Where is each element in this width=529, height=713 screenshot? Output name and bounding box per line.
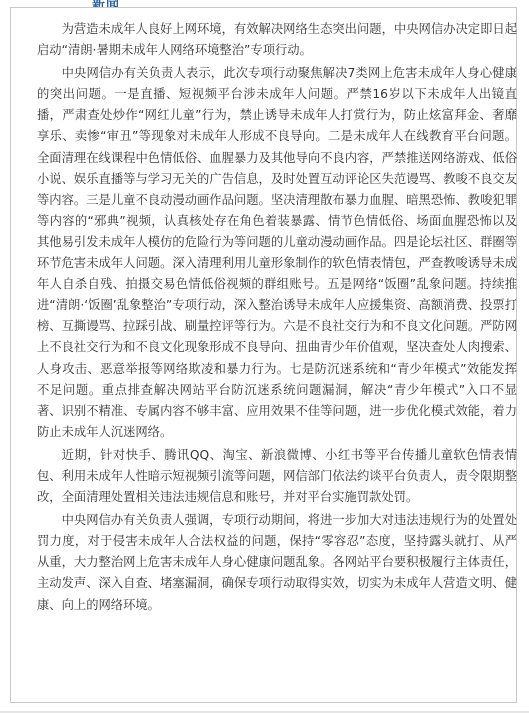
header-strip xyxy=(0,0,529,5)
article-paragraph-intro: 为营造未成年人良好上网环境，有效解决网络生态突出问题，中央网信办决定即日起启动“清朗·暑期未成年人网络环境整治”专项行动。 xyxy=(37,22,517,58)
article-paragraph-problems: 中央网信办有关负责人表示，此次专项行动聚焦解决7类网上危害未成年人身心健康的突出问题。一是直播、短视频平台涉未成年人问题。严禁16岁以下未成年人出镜直播，严肃查处炒作“网红儿童”行为，禁止诱导未成年人打赏行为，防止炫富拜金、奢靡享乐、卖惨“审丑”等现象对未成年人形成不良导向。二是未成年人在线教育平台问题。全面清理在线课程中色情低俗、血腥暴力及其他导向不良内容，严禁推送网络游戏、低俗小说、娱乐直播等与学习无关的广告信息，及时处置互动评论区失范谩骂、教唆不良交友等内容。三是儿童不良动漫动画作品问题。坚决清理散布暴力血腥、暗黑恐怖、教唆犯罪等内容的“邪典”视频，认真核处存在角色着装暴露、情节色情低俗、场面血腥恐怖以及其他易引发未成年人模仿的危险行为等问题的儿童动漫动画作品。四是论坛社区、群圈等环节危害未成年人问题。深入清理利用儿童形象制作的软色情表情包，严查教唆诱导未成年人自杀自残、拍摄交易色情低俗视频的群组账号。五是网络“饭圈”乱象问题。持续推进“清朗·‘饭圈’乱象整治”专项行动，深入整治诱导未成年人应援集资、高额消费、投票打榜、互撕谩骂、拉踩引战、刷量控评等行为。六是不良社交行为和不良文化问题。严防网上不良社交行为和不良文化现象形成不良导向、扭曲青少年价值观，坚决查处人肉搜索、人身攻击、恶意举报等网络欺凌和暴力行为。七是防沉迷系统和“青少年模式”效能发挥不足问题。重点排查解决网站平台防沉迷系统问题漏洞，解决“青少年模式”入口不显著、识别不精准、专属内容不够丰富、应用效果不佳等问题，进一步优化模式效能，着力防止未成年人沉迷网络。 xyxy=(37,66,517,439)
article-paragraph-conclusion: 中央网信办有关负责人强调，专项行动期间，将进一步加大对违法违规行为的处置处罚力度，对于侵害未成年人合法权益的问题，保持“零容忍”态度，坚持露头就打、从严从重，大力整治网上危害未成年人身心健康问题乱象。各网站平台要积极履行主体责任，主动发声、深入自查、堵塞漏洞，确保专项行动取得实效，切实为未成年人营造文明、健康、向上的网络环境。 xyxy=(37,513,517,612)
article-frame xyxy=(10,7,517,703)
article-paragraph-enforcement: 近期，针对快手、腾讯QQ、淘宝、新浪微博、小红书等平台传播儿童软色情表情包、利用未成年人性暗示短视频引流等问题，网信部门依法约谈平台负责人，责令限期整改，全面清理处置相关违法违规信息和账号，并对平台实施罚款处罚。 xyxy=(37,447,517,505)
article-body xyxy=(37,19,517,618)
